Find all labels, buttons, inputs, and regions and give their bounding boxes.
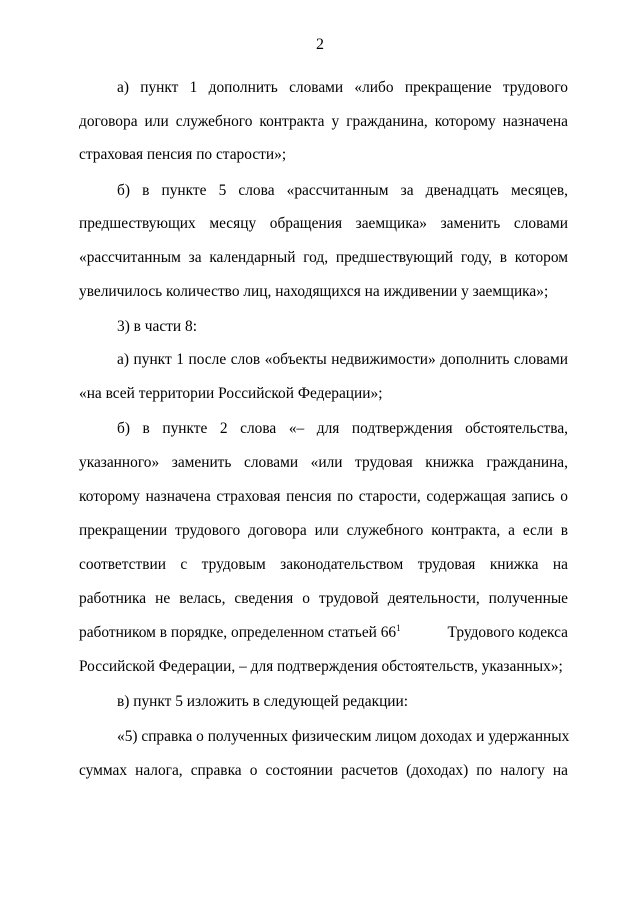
text-line (79, 622, 568, 644)
text-line: работника не велась, сведения о трудовой деятельности, полученные (79, 590, 568, 607)
text-line: соответствии с трудовым законодательством трудовая книжка на (79, 556, 568, 573)
text-line: б) в пункте 2 слова «– для подтверждения обстоятельства, (117, 420, 568, 437)
text-line: а) пункт 1 дополнить словами «либо прекращение трудового (117, 79, 568, 96)
text-line: которому назначена страховая пенсия по старости, содержащая запись о (79, 488, 568, 505)
text-line: в) пункт 5 изложить в следующей редакции: (117, 693, 409, 710)
text-line: б) в пункте 5 слова «рассчитанным за двенадцать месяцев, (117, 182, 568, 199)
text-line: а) пункт 1 после слов «объекты недвижимости» дополнить словами (117, 351, 568, 368)
page-number: 2 (316, 36, 324, 53)
text-line: суммах налога, справка о состоянии расчетов (доходах) по налогу на (79, 762, 568, 779)
text-segment-a: работником в порядке, определенном статьей 66 (79, 624, 397, 641)
text-line: страховая пенсия по старости»; (79, 146, 287, 163)
text-line: Российской Федерации, – для подтверждения обстоятельств, указанных»; (79, 658, 563, 675)
text-line: предшествующих месяцу обращения заемщика» заменить словами (79, 215, 568, 232)
text-line: «на всей территории Российской Федерации»; (79, 385, 383, 402)
text-line: договора или служебного контракта у гражданина, которому назначена (79, 113, 568, 130)
text-line: «рассчитанным за календарный год, предшествующий году, в котором (79, 249, 568, 266)
text-segment-b: Трудового кодекса (447, 624, 568, 641)
text-line: «5) справка о полученных физическим лицом доходах и удержанных (117, 728, 570, 745)
text-line: указанного» заменить словами «или трудовая книжка гражданина, (79, 454, 568, 471)
superscript: 1 (396, 623, 401, 633)
text-line: 3) в части 8: (117, 318, 197, 335)
text-line: прекращении трудового договора или служебного контракта, а если в (79, 522, 568, 539)
text-line: увеличилось количество лиц, находящихся на иждивении у заемщика»; (79, 283, 549, 300)
text-segment (79, 622, 401, 644)
